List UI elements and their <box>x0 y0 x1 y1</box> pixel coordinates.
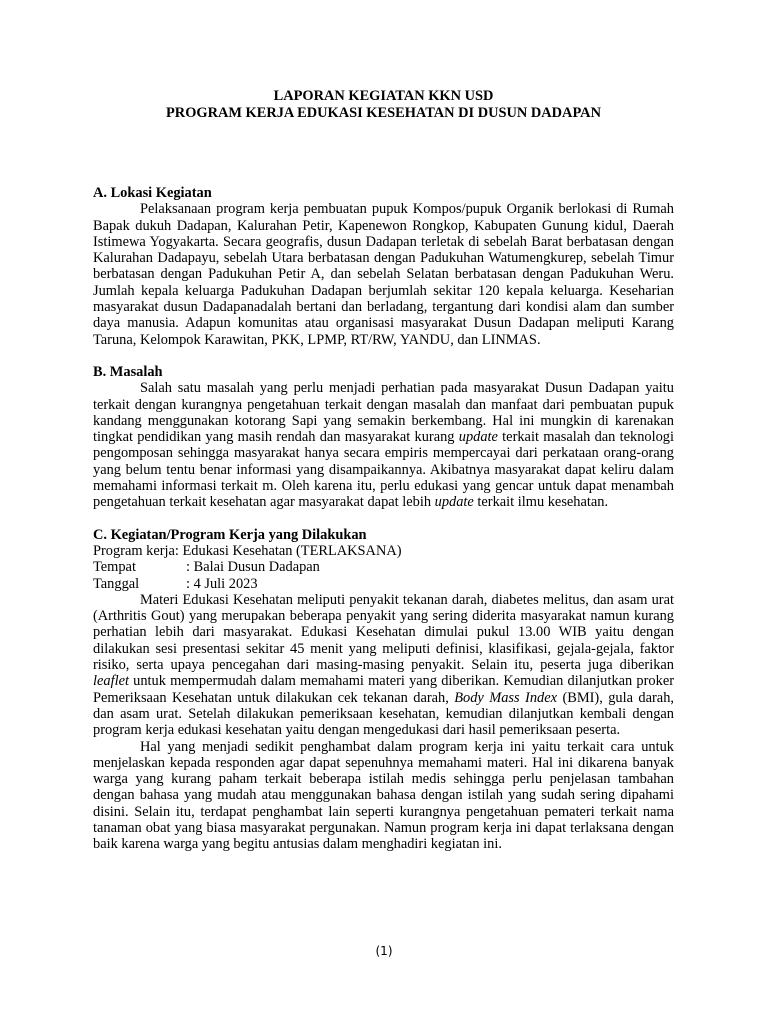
info-value: : Balai Dusun Dadapan <box>186 559 320 576</box>
italic-term: update <box>458 429 498 446</box>
report-subtitle: PROGRAM KERJA EDUKASI KESEHATAN DI DUSUN DADAPAN <box>166 105 601 121</box>
text-run: untuk mempermudah dalam memahami materi yang diberikan. Kemudian dilanjutkan proker Pemeriksaan Kesehatan untuk dilakukan cek tekanan darah, <box>93 673 674 706</box>
italic-term: leaflet <box>93 673 129 690</box>
section-heading-masalah: B. Masalah <box>93 363 163 380</box>
info-label: Program kerja <box>93 542 175 559</box>
section-heading-kegiatan: C. Kegiatan/Program Kerja yang Dilakukan <box>93 526 367 543</box>
report-title: LAPORAN KEGIATAN KKN USD <box>273 88 494 104</box>
italic-term: update <box>434 494 474 511</box>
section-masalah <box>93 364 674 511</box>
paragraph-lokasi: Pelaksanaan program kerja pembuatan pupuk Kompos/pupuk Organik berlokasi di Rumah Bapak dukuh Dadapan, Kalurahan Petir, Kapenewon Rongkop, Kabupaten Gunung kidul, Daerah Istimewa Yogyakarta. Secara geografis, dusun Dadapan terletak di sebelah Barat berbatasan dengan Kalurahan Dadapayu, sebelah Utara berbatasan dengan Padukuhan Watumengkurep, sebelah Timur berbatasan dengan Padukuhan Petir A, dan sebelah Selatan berbatasan dengan Padukuhan Weru. Jumlah kepala keluarga Padukuhan Dadapan berjumlah sekitar 120 kepala keluarga. Keseharian masyarakat dusun Dadapanadalah bertani dan berladang, tergantung dari kondisi alam dan sumber daya manusia. Adapun komunitas atau organisasi masyarakat Dusun Dadapan meliputi Karang Taruna, Kelompok Karawitan, PKK, LPMP, RT/RW, YANDU, dan LINMAS. <box>93 201 674 348</box>
paragraph-masalah <box>93 380 674 510</box>
info-row-program <box>93 543 674 559</box>
text-run: Salah satu masalah yang perlu menjadi perhatian pada masyarakat Dusun Dadapan yaitu terkait dengan kurangnya pengetahuan terkait dengan masalah dan manfaat dari pembuatan pupuk kandang menggunakan kotorang Sapi yang semakin berkembang. Hal ini mungkin di karenakan tingkat pendidikan yang masih rendah dan masyarakat kurang <box>93 380 674 446</box>
italic-term: Body Mass Index <box>454 689 558 706</box>
info-label: Tempat <box>93 559 136 576</box>
info-label: Tanggal <box>93 575 140 592</box>
info-row-tempat <box>93 559 674 575</box>
text-run: terkait ilmu kesehatan. <box>473 494 609 511</box>
text-run: (BMI), gula darah, dan asam urat. Setelah dilakukan pemeriksaan kesehatan, kemudian dilanjutkan kembali dengan program kerja edukasi kesehatan yaitu dengan mengedukasi dari hasil pemeriksaan peserta. <box>93 689 674 739</box>
section-kegiatan <box>93 527 674 853</box>
paragraph-kegiatan-2: Hal yang menjadi sedikit penghambat dalam program kerja ini yaitu terkait cara untuk menjelaskan kepada responden agar dapat sepenuhnya memahami materi. Hal ini dikarena banyak warga yang kurang paham terkait beberapa istilah medis sehingga perlu penjelasan tambahan dengan bahasa yang mudah atau menggunakan bahasa dengan istilah yang sudah sering dipahami disini. Selain itu, terdapat penghambat lain seperti kurangnya pengetahuan pemateri terkait nama tanaman obat yang biasa masyarakat pergunakan. Namun program kerja ini dapat terlaksana dengan baik karena warga yang begitu antusias dalam menghadiri kegiatan ini. <box>93 738 674 853</box>
text-run: terkait masalah dan teknologi pengomposan sehingga masyarakat hanya secara empiris mempercayai dari perkataan orang-orang yang belum tentu benar informasi yang disampaikannya. Akibatnya masyarakat dapat keliru dalam memahami informasi terkait m. Oleh karena itu, perlu edukasi yang gencar untuk dapat menambah pengetahuan terkait kesehatan agar masyarakat dapat lebih <box>93 429 674 511</box>
section-heading-lokasi: A. Lokasi Kegiatan <box>93 185 212 201</box>
info-value: : 4 Juli 2023 <box>186 575 258 592</box>
info-row-tanggal <box>93 576 674 592</box>
info-value: : Edukasi Kesehatan (TERLAKSANA) <box>174 542 402 559</box>
paragraph-kegiatan-1 <box>93 592 674 739</box>
page-number: (1) <box>375 944 393 958</box>
text-run: Materi Edukasi Kesehatan meliputi penyakit tekanan darah, diabetes melitus, dan asam urat (Arthritis Gout) yang merupakan beberapa penyakit yang sering diderita masyarakat namun kurang perhatian lebih dari masyarakat. Edukasi Kesehatan dimulai pukul 13.00 WIB yaitu dengan dilakukan sesi presentasi sekitar 45 menit yang meliputi definisi, klasifikasi, gejala-gejala, faktor risiko, serta upaya pencegahan dari masing-masing penyakit. Selain itu, peserta juga diberikan <box>93 591 674 674</box>
section-lokasi <box>93 185 674 348</box>
